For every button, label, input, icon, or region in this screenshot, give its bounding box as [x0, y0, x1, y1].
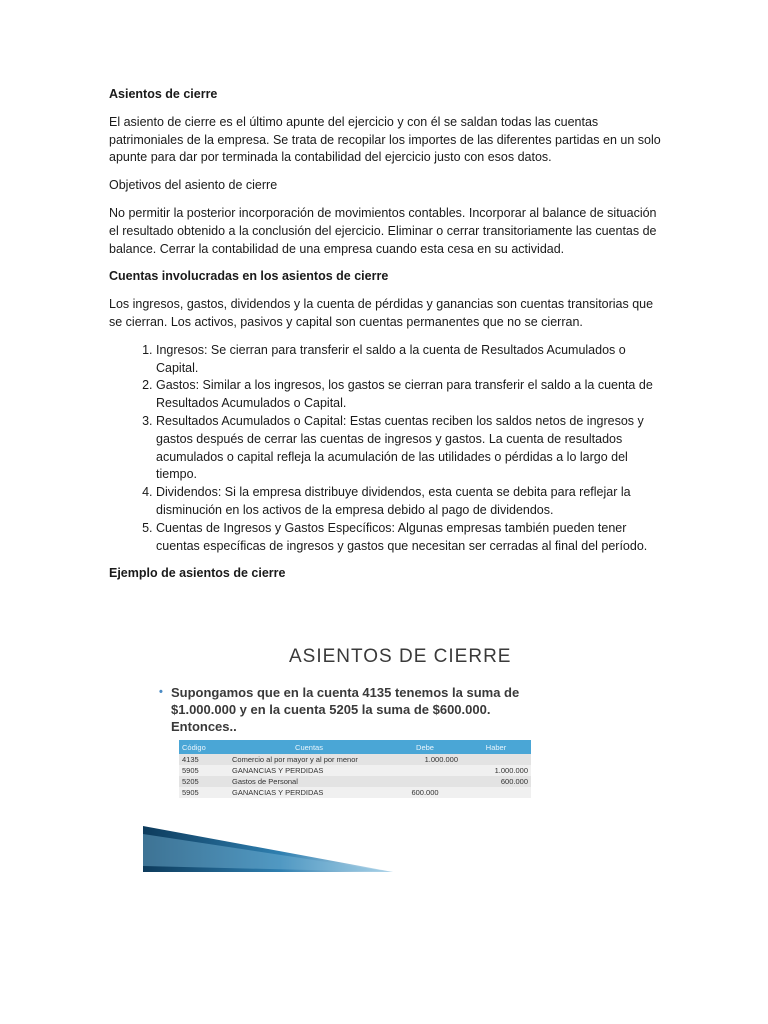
header-codigo: Código [179, 740, 229, 754]
paragraph-cuentas: Los ingresos, gastos, dividendos y la cuenta de pérdidas y ganancias son cuentas transitorias que se cierran. Los activos, pasivos y capital son cuentas permanentes que no se cierran. [109, 297, 654, 329]
closing-entries-table [179, 740, 531, 798]
heading-asientos-de-cierre: Asientos de cierre [109, 87, 218, 101]
slide-text-content: Supongamos que en la cuenta 4135 tenemos la suma de $1.000.000 y en la cuenta 5205 la suma de $600.000. Entonces.. [171, 685, 520, 734]
cell-credit: 600.000 [461, 776, 531, 787]
cell-code: 5905 [179, 787, 229, 798]
slide-text [159, 684, 531, 735]
cell-account: Gastos de Personal [229, 776, 389, 787]
list-item: 1. Ingresos: Se cierran para transferir el saldo a la cuenta de Resultados Acumulados o Capital. [156, 342, 669, 378]
cell-code: 5905 [179, 765, 229, 776]
list-item: 5. Cuentas de Ingresos y Gastos Específicos: Algunas empresas también pueden tener cuentas específicas de ingresos y gastos que necesitan ser cerradas al final del período. [156, 520, 669, 556]
cell-code: 4135 [179, 754, 229, 765]
cell-credit: 1.000.000 [461, 765, 531, 776]
table-row [179, 754, 531, 765]
header-cuentas: Cuentas [229, 740, 389, 754]
cell-credit [461, 754, 531, 765]
cell-code: 5205 [179, 776, 229, 787]
table-row [179, 776, 531, 787]
table-row [179, 787, 531, 798]
document-body [109, 86, 669, 593]
paragraph-objetivos: No permitir la posterior incorporación de movimientos contables. Incorporar al balance de situación el resultado obtenido a la conclusión del ejercicio. Eliminar o cerrar transitoriamente las cuentas de balance. Cerrar la contabilidad de una empresa cuando esta cesa en su actividad. [109, 205, 657, 256]
cell-account: Comercio al por mayor y al por menor [229, 754, 389, 765]
list-item: 4. Dividendos: Si la empresa distribuye dividendos, esta cuenta se debita para reflejar la disminución en los activos de la empresa debido al pago de dividendos. [156, 484, 669, 520]
accounts-list [109, 342, 669, 556]
cell-debit: 1.000.000 [389, 754, 461, 765]
slide-title: ASIENTOS DE CIERRE [289, 646, 512, 667]
list-item: 2. Gastos: Similar a los ingresos, los gastos se cierran para transferir el saldo a la cuenta de Resultados Acumulados o Capital. [156, 377, 669, 413]
heading-cuentas-involucradas: Cuentas involucradas en los asientos de cierre [109, 269, 389, 284]
cell-debit [389, 776, 461, 787]
header-haber: Haber [461, 740, 531, 754]
cell-credit [461, 787, 531, 798]
bullet-icon: • [159, 686, 163, 698]
subheading-objetivos: Objetivos del asiento de cierre [109, 178, 278, 193]
table-header-row [179, 740, 531, 754]
list-item: 3. Resultados Acumulados o Capital: Estas cuentas reciben los saldos netos de ingresos y gastos después de cerrar las cuentas de ingresos y gastos. La cuenta de resultados acumulados o capital refleja la acumulación de las utilidades o pérdidas a lo largo del tiempo. [156, 413, 669, 484]
example-slide-image [143, 616, 543, 872]
slide-decoration-swoosh [143, 826, 543, 872]
heading-ejemplo: Ejemplo de asientos de cierre [109, 566, 286, 581]
cell-debit: 600.000 [389, 787, 461, 798]
cell-account: GANANCIAS Y PERDIDAS [229, 787, 389, 798]
table-row [179, 765, 531, 776]
cell-account: GANANCIAS Y PERDIDAS [229, 765, 389, 776]
paragraph-intro: El asiento de cierre es el último apunte del ejercicio y con él se saldan todas las cuentas patrimoniales de la empresa. Se trata de recopilar los importes de las diferentes partidas en un solo apunte para dar por terminada la contabilidad del ejercicio justo con esos datos. [109, 114, 661, 165]
cell-debit [389, 765, 461, 776]
header-debe: Debe [389, 740, 461, 754]
